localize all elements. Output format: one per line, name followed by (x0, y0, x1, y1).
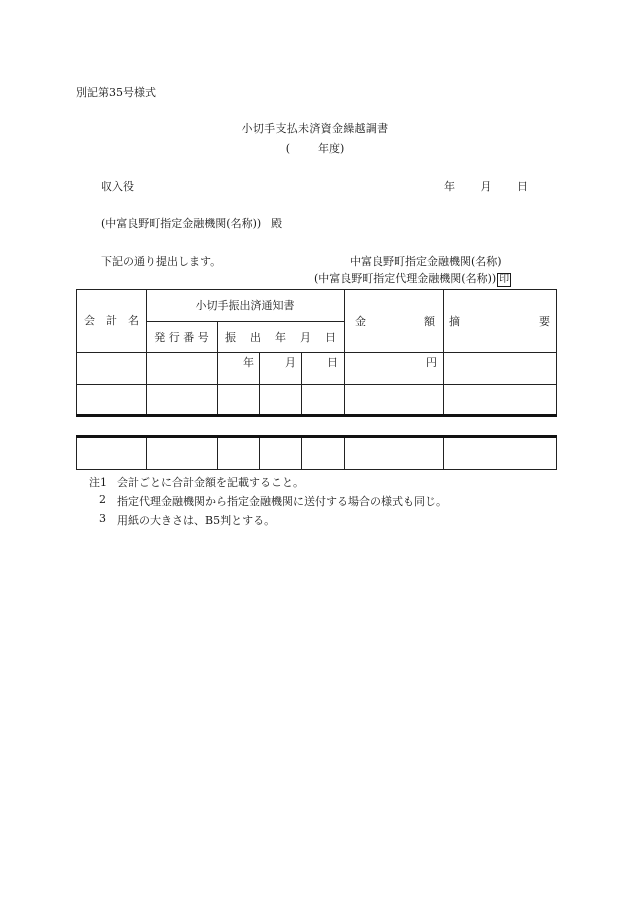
addressee-bank: (中富良野町指定金融機関(名称)) (101, 217, 262, 230)
header-issue-date-char-1: 振 (225, 331, 236, 344)
unit-day: 日 (327, 356, 338, 369)
table-header-rule (76, 352, 557, 353)
table-border-bottom (76, 469, 557, 470)
table-group-header-rule (146, 321, 344, 322)
header-issue-date-char-4: 月 (300, 331, 311, 344)
note-item (89, 512, 447, 531)
header-summary-left: 摘 (449, 315, 460, 328)
header-amount-right: 額 (424, 315, 435, 328)
honorific: 殿 (271, 217, 283, 230)
form-number: 別記第35号様式 (76, 86, 156, 99)
note-item (89, 474, 447, 493)
note-number: 注1 (89, 476, 107, 489)
table-bottom-divider-month (301, 436, 302, 470)
designated-bank-name: 中富良野町指定金融機関(名称) (350, 255, 502, 268)
date-line (444, 181, 528, 192)
table-bottom-border-left (76, 436, 77, 470)
table-break-rule-bottom (76, 435, 557, 438)
agent-bank-name: (中富良野町指定代理金融機関(名称)) (314, 272, 497, 285)
table-bottom-divider-date (344, 436, 345, 470)
header-issue-date-char-2: 出 (250, 331, 261, 344)
recipient-title: 収入役 (101, 180, 134, 193)
unit-year: 年 (243, 356, 254, 369)
note-number: 2 (99, 493, 106, 506)
note-number: 3 (99, 512, 106, 525)
table-bottom-divider-account (146, 436, 147, 470)
header-check-notice: 小切手振出済通知書 (195, 299, 295, 312)
header-issue-number: 発 行 番 号 (154, 331, 209, 344)
fiscal-year-suffix: 年度) (318, 142, 345, 155)
submit-statement: 下記の通り提出します。 (101, 255, 222, 268)
date-month-label: 月 (480, 180, 492, 193)
document-title: 小切手支払未済資金繰越調書 (241, 122, 389, 135)
carryover-table (76, 289, 557, 470)
header-summary-right: 要 (539, 315, 550, 328)
table-break-rule-top (76, 414, 557, 417)
seal-mark: 印 (499, 274, 510, 285)
table-border-top (76, 289, 557, 290)
agent-bank-line (314, 273, 511, 287)
fiscal-year-line (0, 143, 630, 154)
unit-yen: 円 (426, 356, 437, 369)
notes-section (89, 474, 447, 531)
note-text: 用紙の大きさは、B5判とする。 (117, 514, 276, 527)
table-row-rule (76, 384, 557, 385)
header-account-name: 会 計 名 (84, 314, 139, 327)
note-text: 会計ごとに合計金額を記載すること。 (117, 476, 304, 489)
note-item (89, 493, 447, 512)
unit-month: 月 (285, 356, 296, 369)
table-bottom-divider-amount (443, 436, 444, 470)
header-issue-date-char-5: 日 (325, 331, 336, 344)
header-issue-date-char-3: 年 (275, 331, 286, 344)
date-year-label: 年 (444, 180, 455, 193)
fiscal-year-open-paren: ( (285, 142, 290, 155)
header-issue-date (217, 332, 344, 343)
table-bottom-divider-issue-number (217, 436, 218, 470)
table-bottom-divider-year (259, 436, 260, 470)
header-amount-left: 金 (355, 315, 366, 328)
table-bottom-border-right (556, 436, 557, 470)
addressee-line (101, 218, 282, 229)
date-day-label: 日 (517, 180, 528, 193)
note-text: 指定代理金融機関から指定金融機関に送付する場合の様式も同じ。 (117, 495, 447, 508)
